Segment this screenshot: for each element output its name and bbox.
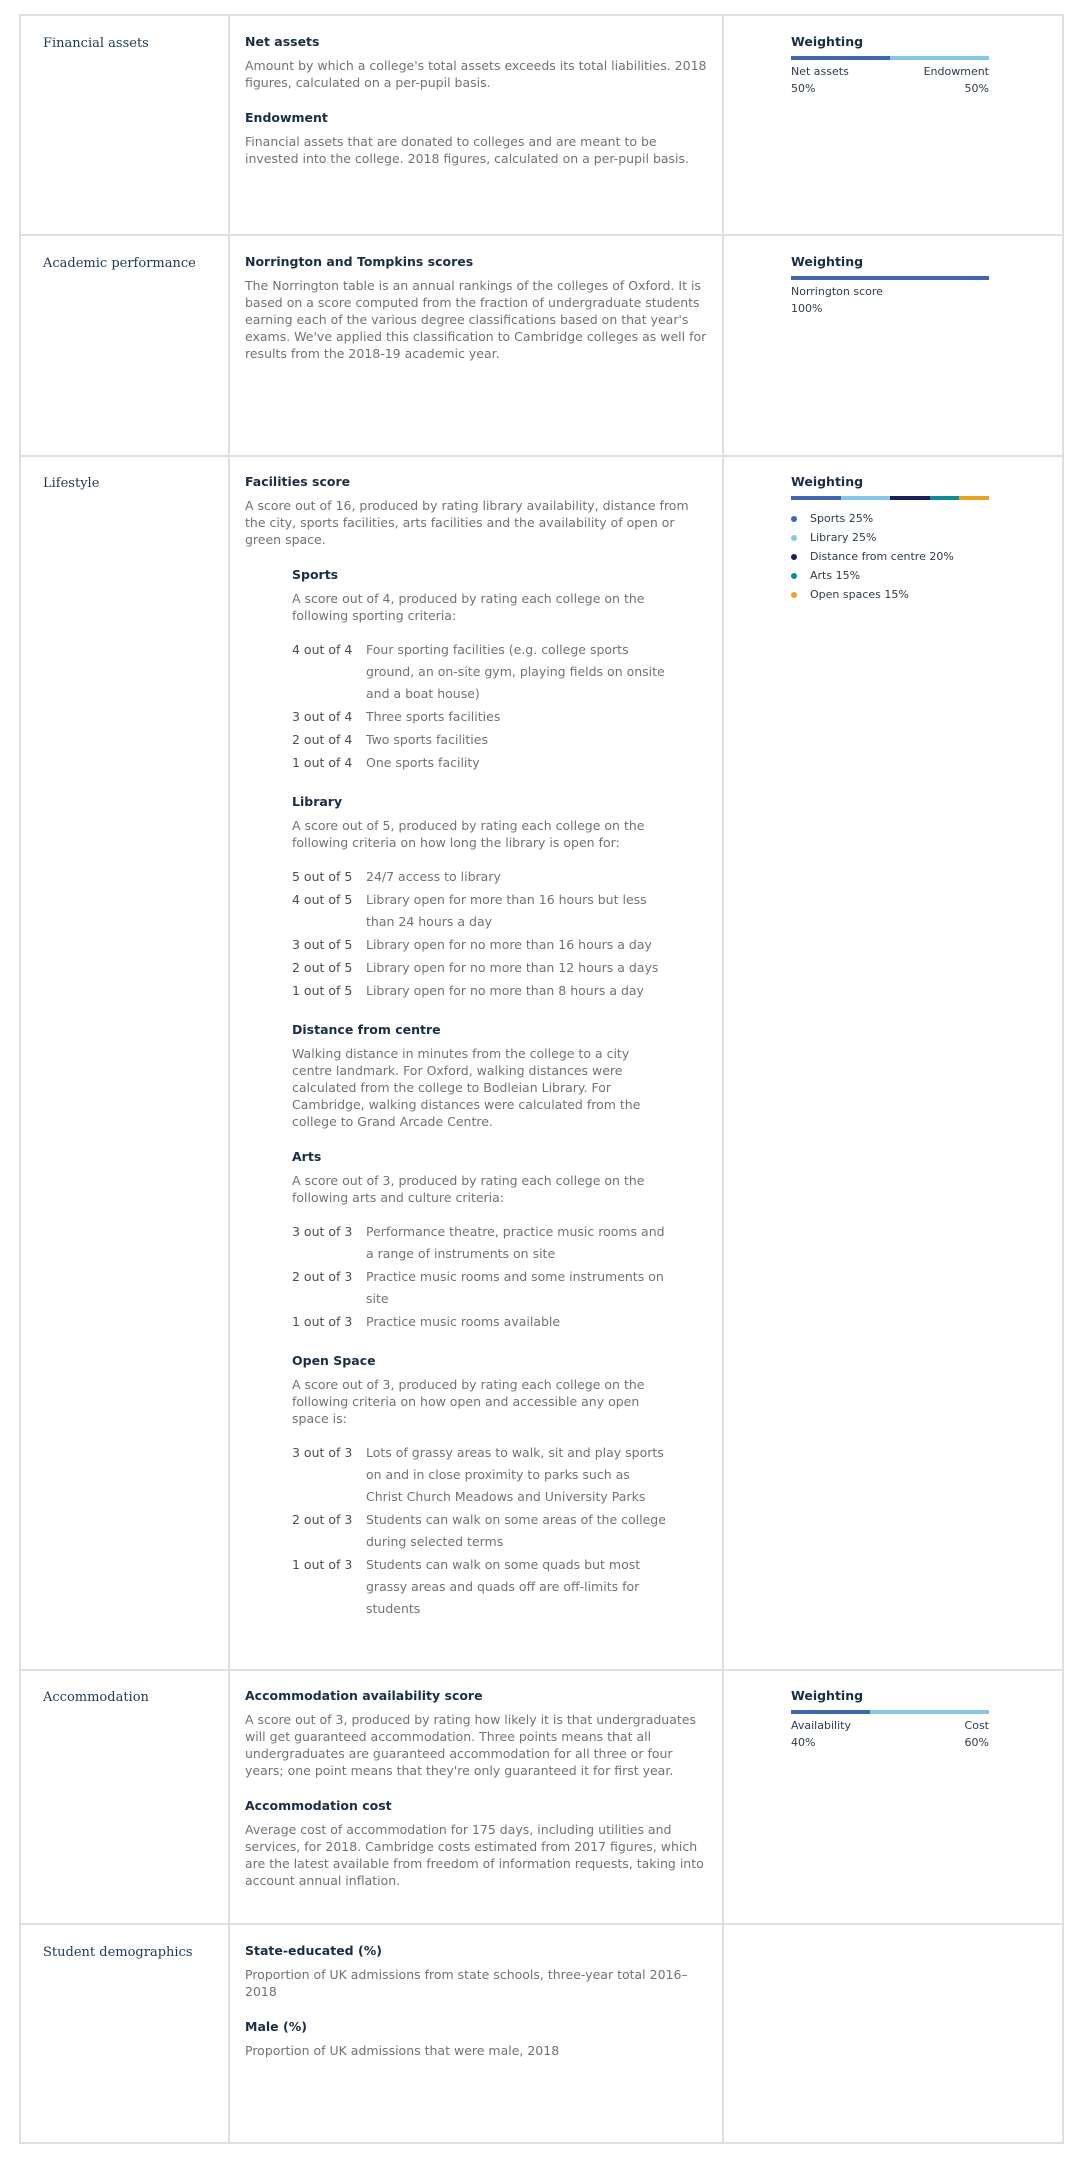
criterion-score: 3 out of 3 bbox=[292, 1445, 353, 1460]
column-divider bbox=[722, 16, 724, 2142]
criterion-row bbox=[292, 1554, 667, 1620]
legend-label: Sports 25% bbox=[810, 512, 874, 525]
weighting-segment bbox=[791, 496, 841, 500]
criterion-text: Library open for no more than 12 hours a days bbox=[366, 960, 659, 975]
criterion-text: Practice music rooms and some instruments on site bbox=[366, 1269, 664, 1306]
arts-text: A score out of 3, produced by rating each college on the following arts and culture criteria: bbox=[292, 1173, 645, 1205]
norrington-text: The Norrington table is an annual rankings of the colleges of Oxford. It is based on a score computed from the fraction of undergraduate students earning each of the various degree classifications based on that year's exams. We've applied this classification to Cambridge colleges as well for results from the 2018-19 academic year. bbox=[245, 278, 707, 361]
weighting-segment bbox=[890, 496, 930, 500]
criterion-text: 24/7 access to library bbox=[366, 869, 501, 884]
criterion-score: 3 out of 4 bbox=[292, 709, 353, 724]
legend-item bbox=[791, 585, 989, 604]
criterion-text: Students can walk on some areas of the college during selected terms bbox=[366, 1512, 666, 1549]
criterion-text: Performance theatre, practice music rooms and a range of instruments on site bbox=[366, 1224, 665, 1261]
criterion-text: Lots of grassy areas to walk, sit and play sports on and in close proximity to parks such as Christ Church Meadows and University Parks bbox=[366, 1445, 664, 1504]
criterion-text: Three sports facilities bbox=[366, 709, 501, 724]
legend-item bbox=[791, 547, 989, 566]
net-assets-text: Amount by which a college's total assets exceeds its total liabilities. 2018 figures, calculated on a per-pupil basis. bbox=[245, 58, 707, 90]
category-lifestyle: Lifestyle bbox=[43, 476, 100, 491]
methodology-table bbox=[19, 14, 1064, 2144]
weighting-title: Weighting bbox=[791, 254, 864, 269]
state-educated-title: State-educated (%) bbox=[245, 1943, 382, 1958]
legend-dot-icon bbox=[791, 554, 797, 560]
weighting-label-endowment: Endowment bbox=[923, 65, 989, 78]
legend-label: Library 25% bbox=[810, 531, 877, 544]
criterion-row bbox=[292, 957, 667, 979]
criterion-row bbox=[292, 1442, 667, 1508]
category-student-demographics: Student demographics bbox=[43, 1945, 193, 1960]
weighting-label-availability: Availability bbox=[791, 1719, 851, 1732]
endowment-title: Endowment bbox=[245, 110, 328, 125]
weighting-segment bbox=[930, 496, 960, 500]
row-divider bbox=[21, 234, 1062, 236]
criterion-row bbox=[292, 1311, 667, 1333]
row-divider bbox=[21, 1669, 1062, 1671]
weighting-label-cost: Cost bbox=[964, 1719, 989, 1732]
sports-text: A score out of 4, produced by rating each college on the following sporting criteria: bbox=[292, 591, 645, 623]
accommodation-weighting bbox=[791, 1688, 989, 1749]
weighting-segment bbox=[841, 496, 891, 500]
legend-item bbox=[791, 528, 989, 547]
legend-dot-icon bbox=[791, 535, 797, 541]
open-space-text: A score out of 3, produced by rating each college on the following criteria on how open and accessible any open space is: bbox=[292, 1377, 645, 1426]
criterion-score: 2 out of 5 bbox=[292, 960, 353, 975]
weighting-legend bbox=[791, 509, 989, 604]
distance-text: Walking distance in minutes from the college to a city centre landmark. For Oxford, walking distances were calculated from the college to Bodleian Library. For Cambridge, walking distances were calculated from the college to Grand Arcade Centre. bbox=[292, 1046, 641, 1129]
lifestyle-weighting bbox=[791, 474, 989, 604]
weighting-pct-net-assets: 50% bbox=[791, 82, 816, 95]
availability-text: A score out of 3, produced by rating how likely it is that undergraduates will get guaranteed accommodation. Three points means that all undergraduates are guaranteed accommodation for all three or four years; one point means that they're only guaranteed it for first year. bbox=[245, 1712, 696, 1778]
financial-weighting bbox=[791, 34, 989, 95]
cost-text: Average cost of accommodation for 175 days, including utilities and services, for 2018. Cambridge costs estimated from 2017 figures, which are the latest available from freedom of information requests, taking into account annual inflation. bbox=[245, 1822, 704, 1888]
criterion-text: Students can walk on some quads but most grassy areas and quads off are off-limits for students bbox=[366, 1557, 641, 1616]
sports-title: Sports bbox=[292, 567, 339, 582]
criterion-row bbox=[292, 934, 667, 956]
weighting-bar bbox=[791, 56, 989, 60]
library-title: Library bbox=[292, 794, 343, 809]
weighting-pct-availability: 40% bbox=[791, 1736, 816, 1749]
facilities-text: A score out of 16, produced by rating library availability, distance from the city, sports facilities, arts facilities and the availability of open or green space. bbox=[245, 498, 689, 547]
criterion-score: 2 out of 3 bbox=[292, 1269, 353, 1284]
column-divider bbox=[228, 16, 230, 2142]
male-title: Male (%) bbox=[245, 2019, 307, 2034]
criterion-text: Practice music rooms available bbox=[366, 1314, 561, 1329]
criterion-row bbox=[292, 706, 667, 728]
arts-title: Arts bbox=[292, 1149, 322, 1164]
weighting-label-net-assets: Net assets bbox=[791, 65, 849, 78]
legend-dot-icon bbox=[791, 516, 797, 522]
sports-criteria bbox=[292, 639, 667, 774]
facilities-title: Facilities score bbox=[245, 474, 351, 489]
arts-criteria bbox=[292, 1221, 667, 1333]
criterion-row bbox=[292, 639, 667, 705]
criterion-score: 5 out of 5 bbox=[292, 869, 353, 884]
academic-description bbox=[245, 254, 710, 381]
criterion-row bbox=[292, 866, 667, 888]
legend-dot-icon bbox=[791, 573, 797, 579]
academic-weighting bbox=[791, 254, 989, 315]
weighting-segment-cost bbox=[870, 1710, 989, 1714]
legend-label: Distance from centre 20% bbox=[810, 550, 954, 563]
demographics-description bbox=[245, 1943, 710, 2078]
criterion-score: 3 out of 5 bbox=[292, 937, 353, 952]
weighting-pct-endowment: 50% bbox=[964, 82, 989, 95]
legend-label: Open spaces 15% bbox=[810, 588, 909, 601]
weighting-segment bbox=[959, 496, 989, 500]
criterion-score: 2 out of 4 bbox=[292, 732, 353, 747]
distance-title: Distance from centre bbox=[292, 1022, 441, 1037]
weighting-segment-availability bbox=[791, 1710, 870, 1714]
category-academic-performance: Academic performance bbox=[43, 256, 196, 271]
lifestyle-description bbox=[245, 474, 710, 1640]
library-criteria bbox=[292, 866, 667, 1002]
category-accommodation: Accommodation bbox=[43, 1690, 149, 1705]
legend-item bbox=[791, 509, 989, 528]
cost-title: Accommodation cost bbox=[245, 1798, 392, 1813]
norrington-title: Norrington and Tompkins scores bbox=[245, 254, 474, 269]
criterion-row bbox=[292, 1221, 667, 1265]
criterion-text: Two sports facilities bbox=[366, 732, 488, 747]
row-divider bbox=[21, 1923, 1062, 1925]
availability-title: Accommodation availability score bbox=[245, 1688, 483, 1703]
weighting-segment-norrington bbox=[791, 276, 989, 280]
legend-label: Arts 15% bbox=[810, 569, 861, 582]
weighting-bar bbox=[791, 1710, 989, 1714]
criterion-score: 1 out of 3 bbox=[292, 1557, 353, 1572]
criterion-row bbox=[292, 1509, 667, 1553]
financial-description bbox=[245, 34, 710, 186]
criterion-text: Library open for no more than 8 hours a day bbox=[366, 983, 644, 998]
weighting-label-norrington: Norrington score bbox=[791, 285, 883, 298]
weighting-title: Weighting bbox=[791, 34, 864, 49]
endowment-text: Financial assets that are donated to colleges and are meant to be invested into the college. 2018 figures, calculated on a per-pupil basis. bbox=[245, 134, 690, 166]
criterion-row bbox=[292, 729, 667, 751]
male-text: Proportion of UK admissions that were male, 2018 bbox=[245, 2043, 560, 2058]
net-assets-title: Net assets bbox=[245, 34, 320, 49]
weighting-bar bbox=[791, 496, 989, 500]
criterion-score: 4 out of 4 bbox=[292, 642, 353, 657]
legend-item bbox=[791, 566, 989, 585]
state-educated-text: Proportion of UK admissions from state schools, three-year total 2016–2018 bbox=[245, 1967, 688, 1999]
library-text: A score out of 5, produced by rating each college on the following criteria on how long the library is open for: bbox=[292, 818, 645, 850]
criterion-text: Four sporting facilities (e.g. college sports ground, an on-site gym, playing fields on onsite and a boat house) bbox=[366, 642, 665, 701]
criterion-row bbox=[292, 752, 667, 774]
criterion-text: Library open for more than 16 hours but less than 24 hours a day bbox=[366, 892, 647, 929]
weighting-pct-norrington: 100% bbox=[791, 302, 823, 315]
open-space-criteria bbox=[292, 1442, 667, 1620]
weighting-pct-cost: 60% bbox=[964, 1736, 989, 1749]
criterion-text: One sports facility bbox=[366, 755, 480, 770]
category-financial-assets: Financial assets bbox=[43, 36, 149, 51]
criterion-score: 1 out of 3 bbox=[292, 1314, 353, 1329]
weighting-segment-endowment bbox=[890, 56, 989, 60]
weighting-title: Weighting bbox=[791, 1688, 864, 1703]
criterion-score: 1 out of 5 bbox=[292, 983, 353, 998]
criterion-row bbox=[292, 889, 667, 933]
criterion-score: 3 out of 3 bbox=[292, 1224, 353, 1239]
criterion-score: 1 out of 4 bbox=[292, 755, 353, 770]
criterion-row bbox=[292, 980, 667, 1002]
criterion-score: 4 out of 5 bbox=[292, 892, 353, 907]
legend-dot-icon bbox=[791, 592, 797, 598]
accommodation-description bbox=[245, 1688, 710, 1908]
criterion-text: Library open for no more than 16 hours a day bbox=[366, 937, 652, 952]
criterion-score: 2 out of 3 bbox=[292, 1512, 353, 1527]
weighting-bar bbox=[791, 276, 989, 280]
row-divider bbox=[21, 455, 1062, 457]
sports-section bbox=[292, 567, 667, 1620]
weighting-title: Weighting bbox=[791, 474, 864, 489]
criterion-row bbox=[292, 1266, 667, 1310]
weighting-segment-net-assets bbox=[791, 56, 890, 60]
open-space-title: Open Space bbox=[292, 1353, 376, 1368]
